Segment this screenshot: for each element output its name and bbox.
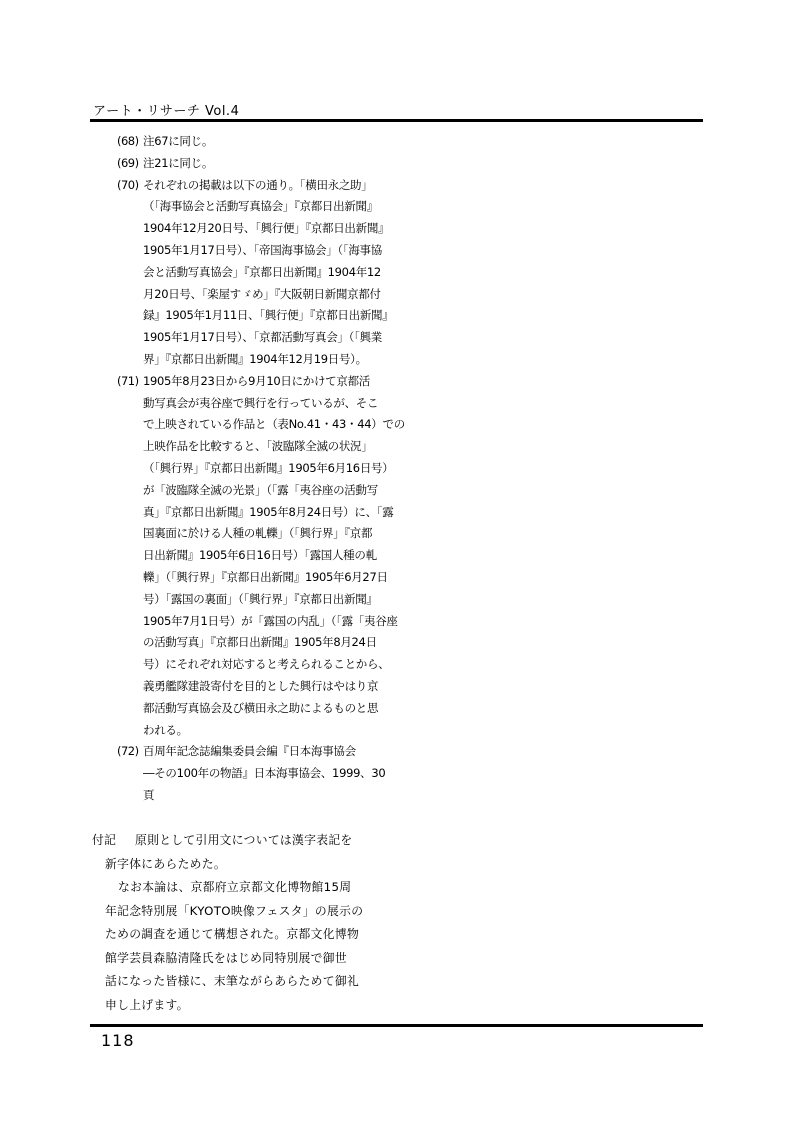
endnote-line: 1905年1月17日号）、「帝国海事協会」（「海事協 (143, 242, 382, 257)
endnote-line: ―その100年の物語』日本海事協会、1999、30 (143, 766, 386, 781)
endnote-number: (68) (117, 134, 139, 148)
running-header-title: アート・リサーチ Vol.4 (93, 104, 240, 119)
endnote-line: 頁 (143, 787, 155, 802)
endnote-line: それぞれの掲載は以下の通り。「横田永之助」 (143, 177, 373, 192)
endnote-first-line (117, 741, 387, 763)
endnote-line: 百周年記念誌編集委員会編『日本海事協会 (143, 744, 356, 759)
endnote-line: 注21に同じ。 (143, 155, 214, 170)
endnote-line: （「海事協会と活動写真協会」『京都日出新聞』 (143, 199, 378, 214)
endnote-line: 1904年12月20日号、「興行便」『京都日出新聞』 (143, 221, 390, 236)
endnote-number: (72) (117, 744, 139, 759)
endnote-item (117, 371, 405, 742)
endnote-first-line (117, 371, 387, 393)
addendum-line: ための調査を通じて構想された。京都文化博物 (105, 927, 360, 941)
endnotes-list (117, 131, 405, 807)
endnote-line: 1905年1月17日号）、「京都活動写真会」（「興業 (143, 330, 382, 345)
endnote-line: 月20日号、「楽屋すゞめ」『大阪朝日新聞京都付 (143, 286, 381, 301)
footer-rule (90, 1024, 703, 1027)
endnote-line: 国裏面に於ける人種の軋轢」（「興行界」『京都 (143, 526, 373, 541)
endnote-line: が「波臨隊全滅の光景」（「露「夷谷座の活動写 (143, 482, 378, 497)
addendum-line: 年記念特別展「KYOTO映像フェスタ」の展示の (105, 903, 364, 918)
endnote-line: 日出新聞』1905年6日16日号）「露国人種の軋 (143, 548, 377, 563)
endnote-line: 真」『京都日出新聞』1905年8月24日号）に、「露 (143, 504, 394, 519)
endnote-first-line (117, 153, 387, 175)
endnote-line: 録』1905年1月11日、「興行便」『京都日出新聞』 (143, 308, 394, 323)
endnote-line: 都活動写真協会及び横田永之助によるものと思 (143, 700, 379, 715)
endnote-line: で上映されている作品と（表No.41・43・44）での (143, 417, 405, 432)
endnote-line: 動写真会が夷谷座で興行を行っているが、そこ (143, 395, 379, 410)
endnote-number: (71) (117, 373, 139, 388)
page-number: 118 (101, 1031, 135, 1050)
endnote-item (117, 175, 394, 371)
endnote-line: 号）「露国の裏面」（「興行界」『京都日出新聞』 (143, 591, 378, 606)
addendum-line: 申し上げます。 (105, 997, 189, 1012)
endnote-item (117, 153, 387, 175)
addendum-line: 原則として引用文については漢字表記を (135, 833, 353, 847)
endnote-line: 1905年8月23日から9月10日にかけて京都活 (143, 373, 370, 388)
endnote-first-line (117, 175, 387, 197)
endnote-line: 会と活動写真協会」『京都日出新聞』1904年12 (143, 264, 381, 279)
endnote-line: （「興行界」『京都日出新聞』1905年6月16日号） (143, 460, 394, 475)
endnote-line: 轢」（「興行界」『京都日出新聞』1905年6月27日 (143, 569, 388, 584)
endnote-line: 上映作品を比較すると、「波臨隊全滅の状況」 (143, 439, 373, 454)
endnote-item (117, 741, 387, 806)
addendum-section (92, 829, 392, 1017)
addendum-line: 館学芸員森脇清隆氏をはじめ同特別展で御世 (105, 950, 347, 965)
endnote-number: (69) (117, 155, 139, 170)
endnote-line: 1905年7月1日号）が「露国の内乱」（「露「夷谷座 (143, 613, 398, 628)
addendum-label: 付記 (92, 833, 117, 847)
addendum-line: 新字体にあらためた。 (105, 856, 226, 871)
addendum-line: なお本論は、京都府立京都文化博物館15周 (118, 880, 352, 894)
endnote-line: 号）にそれぞれ対応すると考えられることから、 (143, 657, 390, 672)
endnote-line: 界」『京都日出新聞』1904年12月19日号）。 (143, 351, 367, 366)
addendum-first-line (92, 829, 392, 853)
endnote-line: 注67に同じ。 (143, 134, 214, 148)
endnote-first-line (117, 131, 387, 153)
addendum-line: 話になった皆様に、末筆ながらあらためて御礼 (105, 974, 360, 988)
endnote-line: われる。 (143, 722, 188, 737)
endnote-number: (70) (117, 177, 139, 192)
header-rule (90, 119, 703, 122)
endnote-item (117, 131, 387, 153)
endnote-line: の活動写真」『京都日出新聞』1905年8月24日 (143, 635, 377, 650)
endnote-line: 義勇艦隊建設寄付を目的とした興行はやはり京 (143, 678, 379, 693)
